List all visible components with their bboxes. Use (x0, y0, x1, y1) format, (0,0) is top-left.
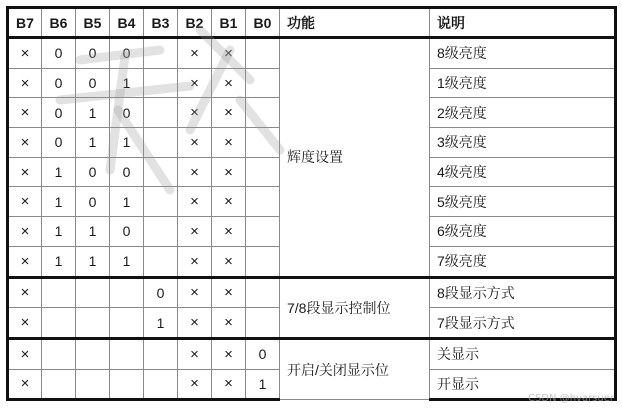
cell-b6: 0 (42, 98, 76, 128)
cell-b2: × (178, 338, 212, 369)
cell-b4 (110, 369, 144, 400)
cell-b0: 1 (246, 369, 280, 400)
cell-b4 (110, 338, 144, 369)
cell-b4: 1 (110, 68, 144, 98)
table-row (8, 38, 616, 69)
header-b1: B1 (212, 8, 246, 38)
cell-b5 (76, 338, 110, 369)
cell-b1: × (212, 217, 246, 247)
cell-b6 (42, 308, 76, 339)
cell-b1: × (212, 187, 246, 217)
cell-b5 (76, 277, 110, 308)
cell-b2: × (178, 187, 212, 217)
cell-b1: × (212, 157, 246, 187)
cell-b1: × (212, 68, 246, 98)
cell-b6: 1 (42, 157, 76, 187)
cell-description: 7级亮度 (430, 246, 616, 277)
cell-b3 (144, 157, 178, 187)
cell-description: 1级亮度 (430, 68, 616, 98)
header-function: 功能 (280, 8, 430, 38)
cell-b1: × (212, 98, 246, 128)
cell-description: 8级亮度 (430, 38, 616, 69)
cell-b3: 0 (144, 277, 178, 308)
cell-b4: 0 (110, 38, 144, 69)
cell-b4 (110, 308, 144, 339)
function-display: 开启/关闭显示位 (280, 338, 430, 399)
cell-b6: 0 (42, 68, 76, 98)
cell-b0 (246, 128, 280, 158)
cell-b5: 0 (76, 187, 110, 217)
cell-b0 (246, 38, 280, 69)
cell-description: 2级亮度 (430, 98, 616, 128)
cell-b7: × (8, 38, 42, 69)
cell-b0 (246, 277, 280, 308)
cell-b2: × (178, 128, 212, 158)
cell-description: 3级亮度 (430, 128, 616, 158)
register-table (6, 6, 617, 401)
cell-b5: 1 (76, 128, 110, 158)
cell-b3 (144, 246, 178, 277)
cell-b5: 0 (76, 38, 110, 69)
header-b5: B5 (76, 8, 110, 38)
cell-b4: 0 (110, 157, 144, 187)
cell-b1: × (212, 277, 246, 308)
cell-b6: 0 (42, 128, 76, 158)
cell-description: 开显示 (430, 369, 616, 400)
cell-b3 (144, 68, 178, 98)
cell-b3 (144, 187, 178, 217)
cell-b4: 1 (110, 187, 144, 217)
function-brightness: 辉度设置 (280, 38, 430, 278)
cell-b5: 0 (76, 68, 110, 98)
cell-b6 (42, 369, 76, 400)
cell-b2: × (178, 38, 212, 69)
cell-b0 (246, 187, 280, 217)
table-row (8, 338, 616, 369)
cell-b6: 1 (42, 217, 76, 247)
cell-b2: × (178, 98, 212, 128)
cell-b3 (144, 217, 178, 247)
cell-b7: × (8, 187, 42, 217)
header-b0: B0 (246, 8, 280, 38)
cell-b6: 0 (42, 38, 76, 69)
footer-watermark: CSDN @hvarsuer (528, 393, 614, 404)
cell-b3 (144, 338, 178, 369)
cell-b7: × (8, 68, 42, 98)
cell-b4 (110, 277, 144, 308)
header-description: 说明 (430, 8, 616, 38)
cell-description: 8段显示方式 (430, 277, 616, 308)
cell-b5: 1 (76, 98, 110, 128)
cell-b2: × (178, 217, 212, 247)
cell-b6: 1 (42, 246, 76, 277)
cell-b3 (144, 369, 178, 400)
header-b4: B4 (110, 8, 144, 38)
header-b2: B2 (178, 8, 212, 38)
cell-description: 6级亮度 (430, 217, 616, 247)
header-row (8, 8, 616, 38)
cell-description: 5级亮度 (430, 187, 616, 217)
cell-b7: × (8, 217, 42, 247)
cell-description: 7段显示方式 (430, 308, 616, 339)
cell-b7: × (8, 98, 42, 128)
cell-b1: × (212, 38, 246, 69)
cell-b0 (246, 68, 280, 98)
header-b7: B7 (8, 8, 42, 38)
cell-b0 (246, 308, 280, 339)
register-table-container (6, 6, 617, 401)
cell-b7: × (8, 338, 42, 369)
cell-b6 (42, 277, 76, 308)
header-b3: B3 (144, 8, 178, 38)
header-b6: B6 (42, 8, 76, 38)
cell-b7: × (8, 308, 42, 339)
cell-b3 (144, 128, 178, 158)
table-row (8, 277, 616, 308)
cell-b3: 1 (144, 308, 178, 339)
cell-b1: × (212, 128, 246, 158)
cell-b0 (246, 217, 280, 247)
cell-b5: 1 (76, 217, 110, 247)
cell-b3 (144, 98, 178, 128)
cell-b7: × (8, 128, 42, 158)
cell-b7: × (8, 246, 42, 277)
cell-description: 关显示 (430, 338, 616, 369)
cell-b7: × (8, 369, 42, 400)
cell-b2: × (178, 246, 212, 277)
cell-b2: × (178, 157, 212, 187)
cell-b7: × (8, 157, 42, 187)
cell-b7: × (8, 277, 42, 308)
cell-b2: × (178, 277, 212, 308)
cell-b0 (246, 246, 280, 277)
cell-b5 (76, 369, 110, 400)
cell-b4: 0 (110, 98, 144, 128)
cell-b1: × (212, 246, 246, 277)
cell-b4: 1 (110, 246, 144, 277)
cell-b1: × (212, 338, 246, 369)
cell-b5: 1 (76, 246, 110, 277)
cell-b0 (246, 98, 280, 128)
cell-b6 (42, 338, 76, 369)
cell-description: 4级亮度 (430, 157, 616, 187)
cell-b5: 0 (76, 157, 110, 187)
cell-b4: 1 (110, 128, 144, 158)
cell-b1: × (212, 369, 246, 400)
cell-b0: 0 (246, 338, 280, 369)
cell-b5 (76, 308, 110, 339)
function-segment: 7/8段显示控制位 (280, 277, 430, 338)
cell-b0 (246, 157, 280, 187)
cell-b1: × (212, 308, 246, 339)
cell-b2: × (178, 308, 212, 339)
cell-b6: 1 (42, 187, 76, 217)
cell-b4: 0 (110, 217, 144, 247)
cell-b2: × (178, 68, 212, 98)
cell-b3 (144, 38, 178, 69)
cell-b2: × (178, 369, 212, 400)
